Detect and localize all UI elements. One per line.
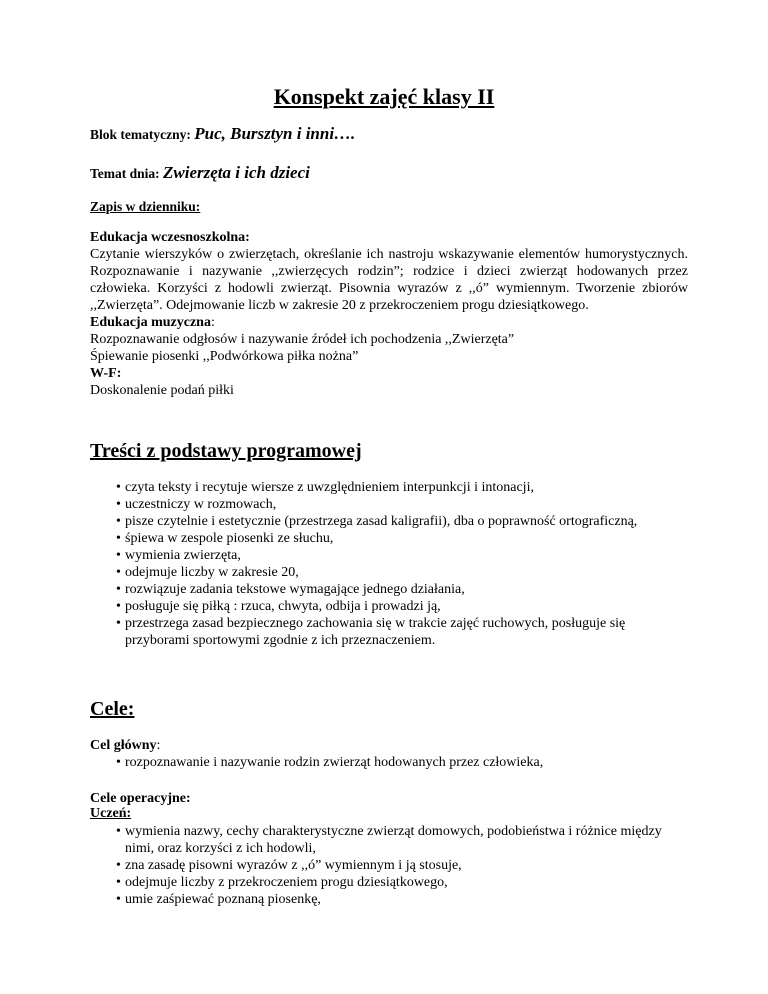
list-item: • wymienia zwierzęta, bbox=[90, 547, 680, 564]
muzyczna-label: Edukacja muzyczna bbox=[90, 315, 211, 330]
list-item: • wymienia nazwy, cechy charakterystyczne zwierząt domowych, podobieństwa i różnice między nimi, oraz korzyści z ich hodowli, bbox=[90, 823, 680, 857]
temat-value: Zwierzęta i ich dzieci bbox=[163, 163, 310, 182]
list-item: • odejmuje liczby w zakresie 20, bbox=[90, 564, 680, 581]
list-item: • zna zasadę pisowni wyrazów z ,,ó” wymiennym i ją stosuje, bbox=[90, 857, 680, 874]
muzyczna-heading bbox=[90, 314, 688, 331]
temat-label: Temat dnia: bbox=[90, 166, 160, 181]
list-item: • rozwiązuje zadania tekstowe wymagające jednego działania, bbox=[90, 581, 680, 598]
list-item: • umie zaśpiewać poznaną piosenkę, bbox=[90, 891, 680, 908]
tresci-list bbox=[90, 479, 680, 649]
uczen-label: Uczeń: bbox=[90, 806, 132, 821]
list-item: • rozpoznawanie i nazywanie rodzin zwierząt hodowanych przez człowieka, bbox=[90, 754, 680, 771]
wczesno-label: Edukacja wczesnoszkolna: bbox=[90, 230, 250, 245]
wf-label: W-F: bbox=[90, 366, 122, 381]
wczesno-text: Czytanie wierszyków o zwierzętach, określanie ich nastroju wskazywanie elementów humorystycznych. Rozpoznawanie i nazywanie ,,zwierzęcych rodzin”; rodzice i dzieci zwierząt hodowanych przez człowieka. Korzyści z hodowli zwierząt. Pisownia wyrazów z ,,ó” wymiennym. Tworzenie zbiorów ,,Zwierzęta”. Odejmowanie liczb w zakresie 20 z przekroczeniem progu dziesiątkowego. bbox=[90, 247, 688, 313]
list-item: • uczestniczy w rozmowach, bbox=[90, 496, 680, 513]
list-item: • śpiewa w zespole piosenki ze słuchu, bbox=[90, 530, 680, 547]
list-item: • przestrzega zasad bezpiecznego zachowania się w trakcie zajęć ruchowych, posługuje się przyborami sportowymi zgodnie z ich przeznaczeniem. bbox=[90, 615, 680, 649]
page-title: Konspekt zajęć klasy II bbox=[273, 84, 495, 109]
list-item: • posługuje się piłką : rzuca, chwyta, odbija i prowadzi ją, bbox=[90, 598, 680, 615]
muzyczna-colon: : bbox=[210, 315, 215, 330]
cel-glowny-list bbox=[90, 754, 680, 771]
tresci-heading: Treści z podstawy programowej bbox=[90, 440, 362, 462]
cele-heading: Cele: bbox=[90, 698, 135, 720]
blok-value: Puc, Bursztyn i inni…. bbox=[194, 124, 356, 143]
blok-label: Blok tematyczny: bbox=[90, 127, 191, 142]
wf-text: Doskonalenie podań piłki bbox=[90, 383, 234, 398]
temat-dnia bbox=[90, 163, 688, 183]
muzyczna-line-1: Rozpoznawanie odgłosów i nazywanie źródeł ich pochodzenia ,,Zwierzęta” bbox=[90, 332, 515, 347]
cele-operacyjne-list bbox=[90, 823, 680, 908]
list-item: • czyta teksty i recytuje wiersze z uwzględnieniem interpunkcji i intonacji, bbox=[90, 479, 680, 496]
list-item: • pisze czytelnie i estetycznie (przestrzega zasad kaligrafii), dba o poprawność ortograficzną, bbox=[90, 513, 680, 530]
cele-operacyjne-label: Cele operacyjne: bbox=[90, 791, 191, 806]
list-item: • odejmuje liczby z przekroczeniem progu dziesiątkowego, bbox=[90, 874, 680, 891]
cel-glowny-label-row bbox=[90, 737, 688, 754]
cel-glowny-colon: : bbox=[156, 738, 161, 753]
cel-glowny-label: Cel główny bbox=[90, 738, 157, 753]
muzyczna-line-2: Śpiewanie piosenki ,,Podwórkowa piłka nożna” bbox=[90, 349, 359, 364]
zapis-section bbox=[90, 229, 688, 399]
zapis-heading: Zapis w dzienniku: bbox=[90, 199, 201, 214]
blok-tematyczny bbox=[90, 124, 688, 144]
